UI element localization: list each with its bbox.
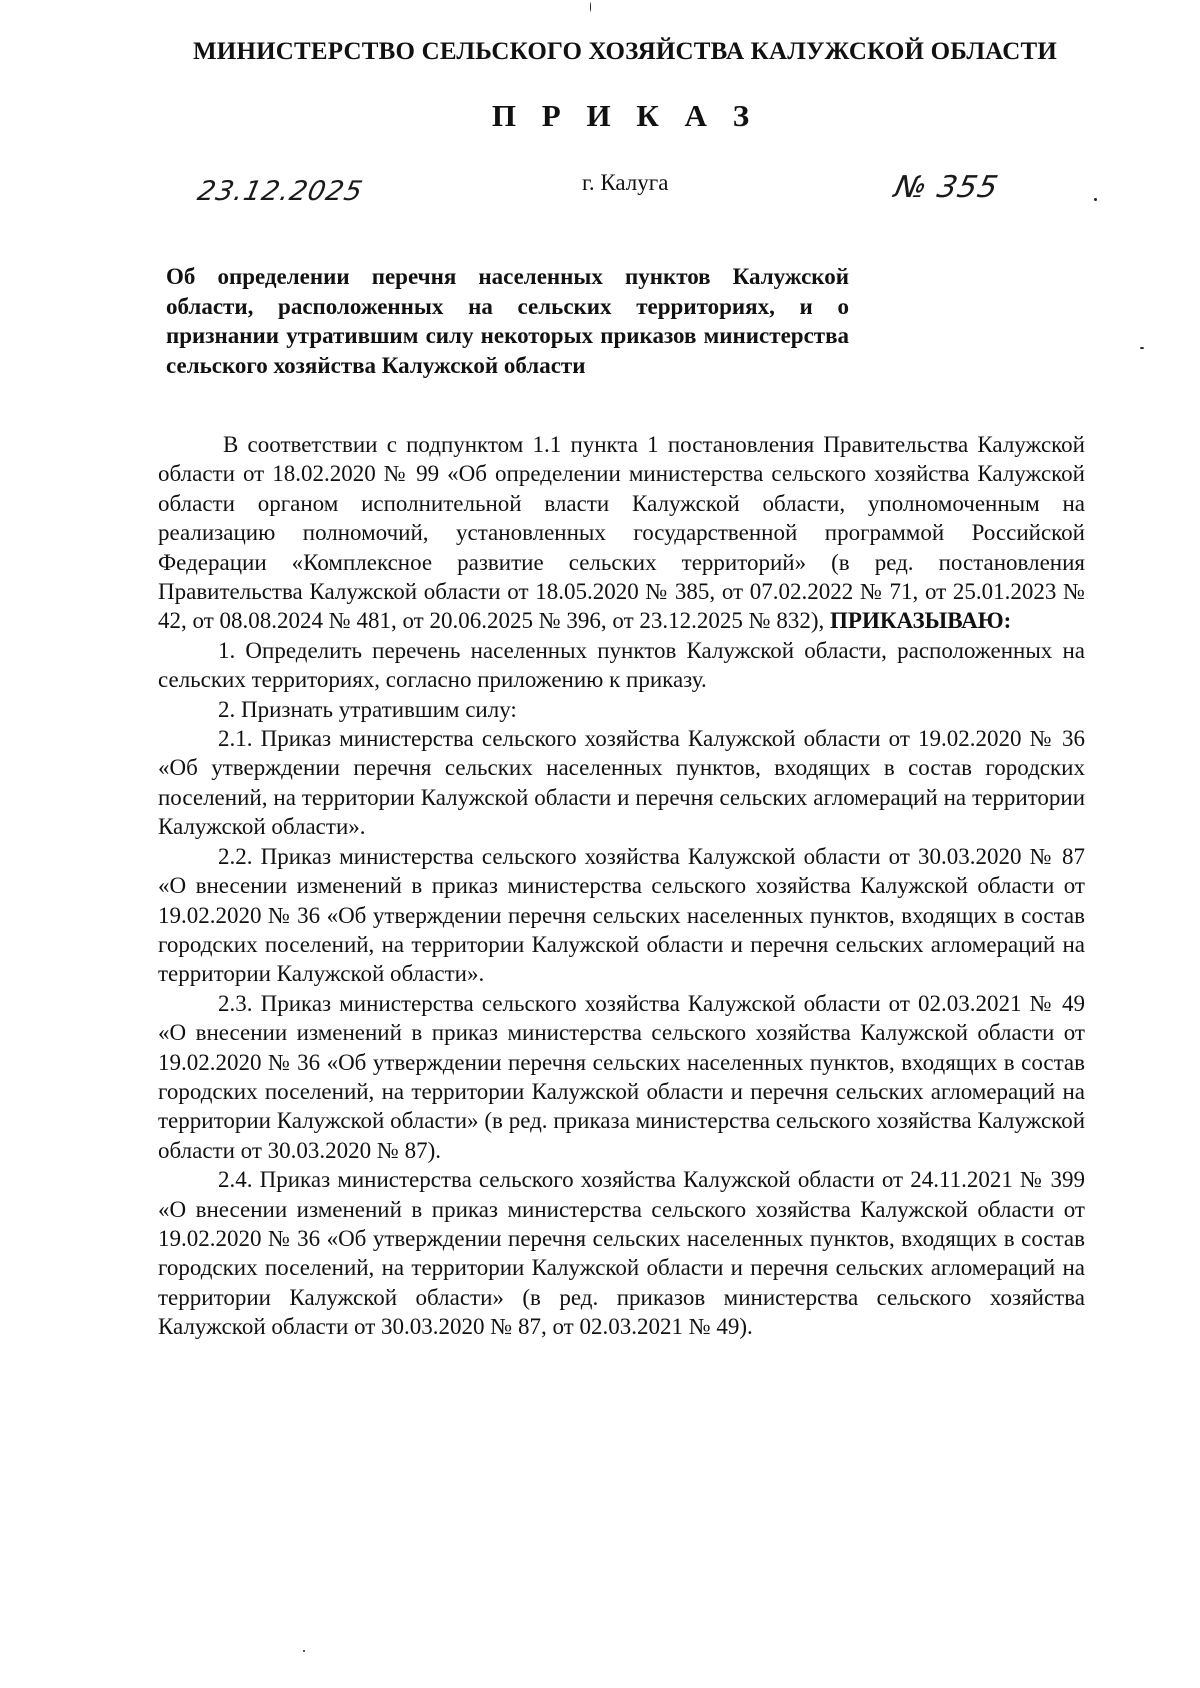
- document-subject: Об определении перечня населенных пунктов Калужской области, расположенных на сельских территориях, и о признании утратившим силу некоторых приказов министерства сельского хозяйства Калужской области: [166, 264, 849, 378]
- item-2-4: 2.4. Приказ министерства сельского хозяйства Калужской области от 24.11.2021 № 399 «О внесении изменений в приказ министерства сельского хозяйства Калужской области от 19.02.2020 № 36 «Об утверждении перечня сельских населенных пунктов, входящих в состав городских поселений, на территории Калужской области и перечня сельских агломераций на территории Калужской области» (в ред. приказов министерства сельского хозяйства Калужской области от 30.03.2020 № 87, от 02.03.2021 № 49).: [158, 1167, 1085, 1340]
- handwritten-date: 23.12.2025: [194, 176, 366, 207]
- decree-word: ПРИКАЗЫВАЮ:: [830, 608, 1012, 634]
- scan-speck: [590, 2, 591, 12]
- item-2: 2. Признать утратившим силу:: [218, 696, 517, 722]
- document-type-title: П Р И К А З: [491, 98, 759, 133]
- document-body: [158, 430, 1085, 1342]
- scan-speck: [1140, 347, 1144, 349]
- preamble-text: В соответствии с подпунктом 1.1 пункта 1 постановления Правительства Калужской области от 18.02.2020 № 99 «Об определении министерства сельского хозяйства Калужской области органом исполнительной власти Калужской области, уполномоченным на реализацию полномочий, установленных государственной программой Российской Федерации «Комплексное развитие сельских территорий» (в ред. постановления Правительства Калужской области от 18.05.2020 № 385, от 07.02.2022 № 71, от 25.01.2023 № 42, от 08.08.2024 № 481, от 20.06.2025 № 396, от 23.12.2025 № 832),: [158, 432, 1085, 634]
- preamble-paragraph: [158, 430, 1085, 636]
- item-2-1: 2.1. Приказ министерства сельского хозяйства Калужской области от 19.02.2020 № 36 «Об утверждении перечня сельских населенных пунктов, входящих в состав городских поселений, на территории Калужской области и перечня сельских агломераций на территории Калужской области».: [158, 726, 1085, 840]
- ministry-header: МИНИСТЕРСТВО СЕЛЬСКОГО ХОЗЯЙСТВА КАЛУЖСКОЙ ОБЛАСТИ: [193, 38, 1057, 65]
- item-1: 1. Определить перечень населенных пунктов Калужской области, расположенных на сельских территориях, согласно приложению к приказу.: [158, 637, 1085, 693]
- scan-speck: [1094, 198, 1097, 201]
- scan-speck: [303, 1650, 305, 1652]
- handwritten-order-number: № 355: [891, 170, 1002, 205]
- city-label: г. Калуга: [582, 170, 669, 195]
- item-2-3: 2.3. Приказ министерства сельского хозяйства Калужской области от 02.03.2021 № 49 «О внесении изменений в приказ министерства сельского хозяйства Калужской области от 19.02.2020 № 36 «Об утверждении перечня сельских населенных пунктов, входящих в состав городских поселений, на территории Калужской области и перечня сельских агломераций на территории Калужской области» (в ред. приказа министерства сельского хозяйства Калужской области от 30.03.2020 № 87).: [158, 990, 1085, 1163]
- item-2-2: 2.2. Приказ министерства сельского хозяйства Калужской области от 30.03.2020 № 87 «О внесении изменений в приказ министерства сельского хозяйства Калужской области от 19.02.2020 № 36 «Об утверждении перечня сельских населенных пунктов, входящих в состав городских поселений, на территории Калужской области и перечня сельских агломераций на территории Калужской области».: [158, 843, 1085, 987]
